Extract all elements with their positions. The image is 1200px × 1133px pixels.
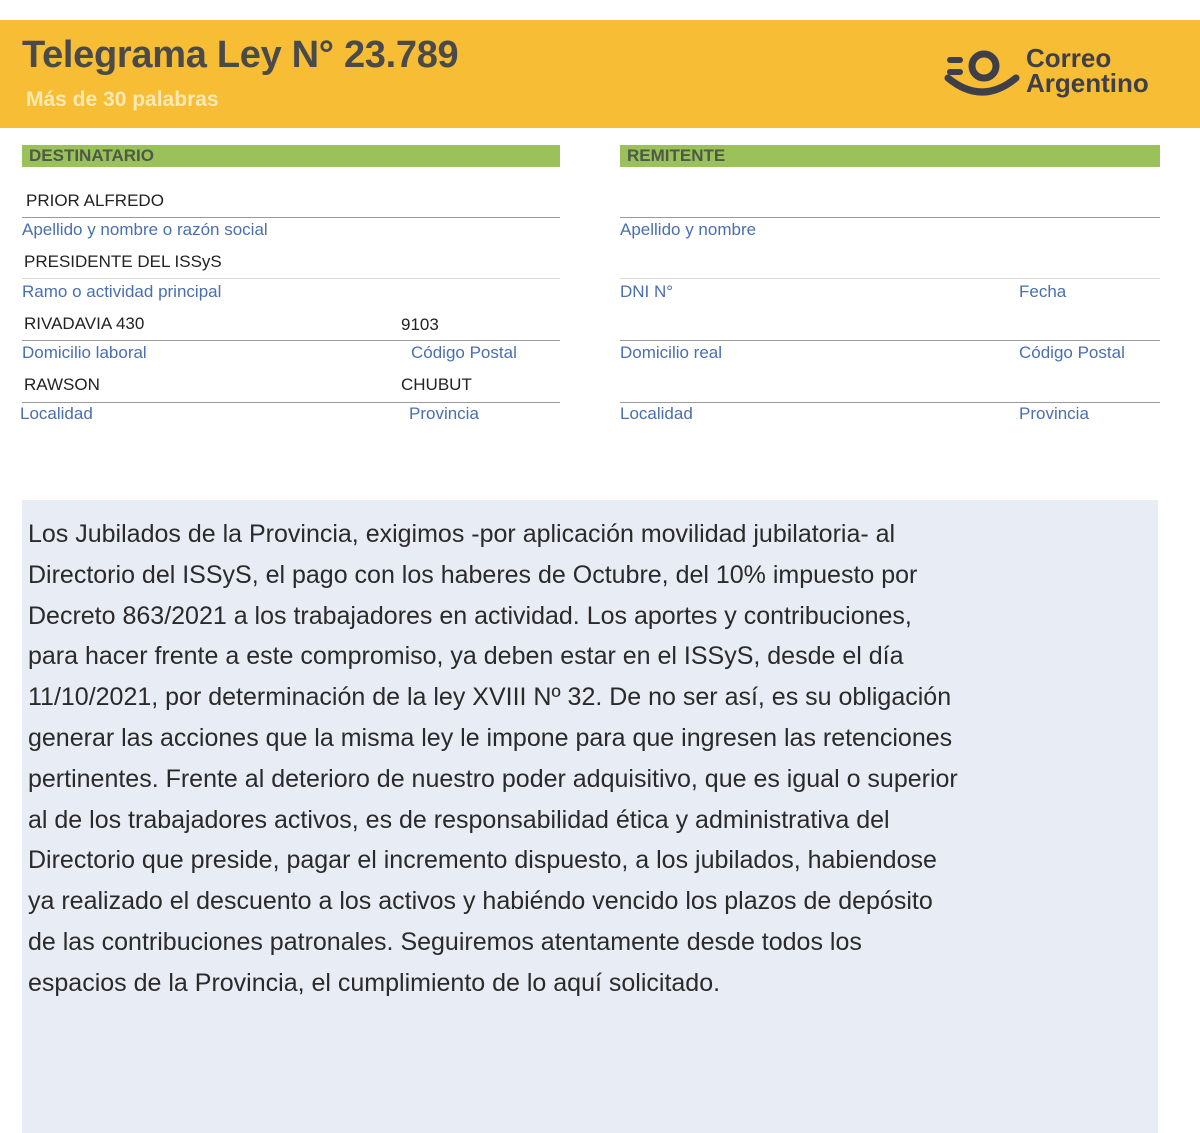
- destinatario-address-value[interactable]: RIVADAVIA 430: [24, 314, 145, 333]
- destinatario-role-line: [22, 278, 560, 279]
- message-line: al de los trabajadores activos, es de responsabilidad ética y administrativa del: [28, 805, 890, 834]
- destinatario-role-value[interactable]: PRESIDENTE DEL ISSyS: [24, 252, 222, 271]
- message-line: generar las acciones que la misma ley le impone para que ingresen las retenciones: [28, 723, 953, 752]
- correo-logo-icon: [944, 48, 1020, 100]
- destinatario-city-label: Localidad: [20, 404, 93, 423]
- remitente-city-line: [620, 402, 1160, 403]
- destinatario-name-line: [22, 217, 560, 218]
- message-line: pertinentes. Frente al deterioro de nuestro poder adquisitivo, que es igual o superior: [28, 764, 958, 793]
- destinatario-address-line: [22, 340, 560, 341]
- destinatario-name-label: Apellido y nombre o razón social: [22, 220, 268, 239]
- remitente-dni-line: [620, 278, 1160, 279]
- remitente-address-label: Domicilio real: [620, 343, 723, 362]
- destinatario-section-header: DESTINATARIO: [22, 145, 560, 167]
- destinatario-role-label: Ramo o actividad principal: [22, 282, 222, 301]
- message-line: Los Jubilados de la Provincia, exigimos -por aplicación movilidad jubilatoria- al: [28, 520, 896, 548]
- message-line: para hacer frente a este compromiso, ya deben estar en el ISSyS, desde el día: [28, 642, 904, 671]
- correo-argentino-logo: [944, 42, 1174, 106]
- destinatario-city-line: [22, 402, 560, 403]
- destinatario-address-label: Domicilio laboral: [22, 343, 147, 362]
- remitente-postal-label: Código Postal: [1019, 343, 1125, 362]
- message-text: [28, 514, 1152, 1004]
- message-line: 11/10/2021, por determinación de la ley XVIII Nº 32. De no ser así, es su obligación: [28, 683, 952, 712]
- message-line: Decreto 863/2021 a los trabajadores en actividad. Los aportes y contribuciones,: [28, 601, 912, 630]
- message-line: de las contribuciones patronales. Seguiremos atentamente desde todos los: [28, 927, 862, 956]
- destinatario-postal-value[interactable]: 9103: [401, 315, 439, 334]
- remitente-name-line: [620, 217, 1160, 218]
- message-line: Directorio del ISSyS, el pago con los haberes de Octubre, del 10% impuesto por: [28, 560, 918, 589]
- form-title: Telegrama Ley N° 23.789: [22, 34, 459, 76]
- remitente-section-header: REMITENTE: [620, 145, 1160, 167]
- header-banner: [0, 20, 1200, 128]
- message-line: Directorio que preside, pagar el incremento dispuesto, a los jubilados, habiendose: [28, 846, 937, 875]
- logo-line-1: Correo: [1026, 43, 1112, 73]
- remitente-dni-label: DNI N°: [620, 282, 674, 301]
- message-line: espacios de la Provincia, el cumplimiento de lo aquí solicitado.: [28, 968, 721, 997]
- message-textarea[interactable]: [22, 500, 1158, 1133]
- destinatario-province-label: Provincia: [409, 404, 479, 423]
- remitente-name-label: Apellido y nombre: [620, 220, 757, 239]
- remitente-province-label: Provincia: [1019, 404, 1089, 423]
- logo-wordmark: [1026, 43, 1149, 98]
- remitente-address-line: [620, 340, 1160, 341]
- destinatario-province-value[interactable]: CHUBUT: [401, 375, 472, 394]
- destinatario-postal-label: Código Postal: [411, 343, 517, 362]
- message-line: ya realizado el descuento a los activos y habiéndo vencido los plazos de depósito: [28, 887, 933, 916]
- remitente-city-label: Localidad: [620, 404, 693, 423]
- remitente-date-label: Fecha: [1019, 282, 1067, 301]
- destinatario-name-value[interactable]: PRIOR ALFREDO: [26, 191, 164, 210]
- destinatario-city-value[interactable]: RAWSON: [24, 375, 100, 394]
- logo-line-2: Argentino: [1026, 68, 1149, 98]
- form-subtitle: Más de 30 palabras: [26, 88, 219, 111]
